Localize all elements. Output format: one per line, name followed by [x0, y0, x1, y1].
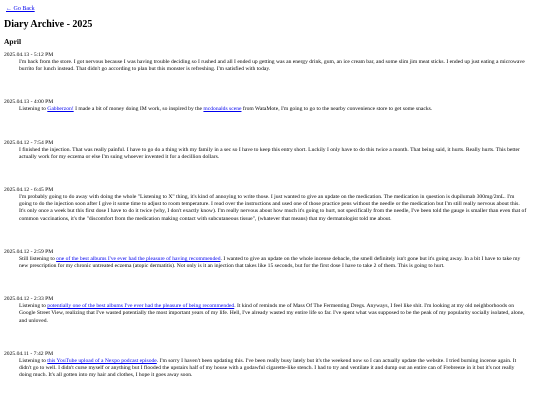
entry-text: Listening to [19, 303, 48, 310]
entry-timestamp: 2025.04.12 - 6:45 PM [4, 187, 54, 194]
song-link[interactable]: Gabberzon! [47, 106, 74, 113]
diary-entry [4, 187, 535, 223]
entry-text: Listening to [19, 357, 48, 364]
entry-text: I finished the injection. That was really painful. I have to go do a thing with my family in a sec so I have to keep this entry short. Luckily I only have to do this twice a month. That being said, it hurts. Really hurts. This better actually work for my eczema or else I'm suing whoever invented it for a decillion dollars. [19, 146, 520, 160]
entry-timestamp: 2025.04.13 - 5:12 PM [4, 52, 54, 58]
diary-entry [4, 140, 535, 161]
entry-text: I made a bit of money doing IM work, so inspired by the [73, 106, 204, 113]
entry-text: . It kind of reminds me of Mass Of The Fermenting Dregs. Anyways, I feel like shit. I'm looking at my old neighborhoods on Google Street View, realizing that I've wasted potentially the most important years of my life. Hell, I've already wasted my entire life so far. I've spent what was supposed to be the peak of my popularity socially isolated, alone, and unloved. [19, 303, 525, 324]
entry-text: Still listening to [19, 255, 57, 262]
entry-body [19, 358, 527, 380]
entry-text: I'm probably going to do away with doing the whole "Listening to X" thing, it's kind of annoying to write those. I just wanted to give an update on the medication. The medication in question is dupilumab 300mg/2mL. I'm going to do the injection soon after I give it some time to adjust to room temperature. I read over the instructions and used one of those practice pens without the needle or the medication but I'm still really nervous about this. It's only once a week but this first dose I have to do it twice (why, I don't exactly know). I'm really nervous about how much it's going to hurt, not specifically from the needle, I've been told the gauge is smaller than even that of common vaccinations, it's the "discomfort from the medication making contact with subcutaneous tissue", (whatever that means) that my dermatologist told me about. [19, 194, 527, 222]
entry-body [19, 147, 527, 161]
entry-timestamp: 2025.04.13 - 4:00 PM [4, 99, 54, 106]
podcast-link[interactable]: this YouTube upload of a Nexpo podcast episode [47, 357, 157, 364]
entry-timestamp: 2025.04.12 - 7:54 PM [4, 139, 54, 146]
album-link[interactable]: one of the best albums I've ever had the pleasure of having recommended [56, 255, 221, 262]
entry-timestamp: 2025.04.11 - 7:42 PM [4, 350, 54, 357]
page-title: Diary Archive - 2025 [4, 19, 93, 30]
diary-entry [4, 296, 535, 325]
entry-text: from WataMote, I'm going to go to the nearby convenience store to get some snacks. [241, 106, 433, 113]
entry-body [19, 59, 527, 73]
entry-text: . I wanted to give an update on the whole incense debacle, the smell definitely isn't gone but it's going away. In a bit I have to take my new prescription for my chronic untreated eczema (atopic dermatitis). Not only is it an injection that takes like 15 seconds, but for the first dose I have to take 2 of them. This is going to hurt. [19, 255, 521, 270]
entry-body [19, 303, 527, 325]
entry-text: I'm back from the store. I got nervous because I was having trouble deciding so I rushed and all I ended up getting was an energy drink, gum, an ice cream bar, and some slim jim meat sticks. I ended up just eating a microwave burrito for lunch instead. That didn't go according to plan but this monster is refreshing. I'm satisfied with today. [19, 59, 525, 73]
diary-entry [4, 249, 535, 270]
diary-entry [4, 52, 535, 73]
entry-timestamp: 2025.04.12 - 2:33 PM [4, 296, 54, 303]
go-back-link[interactable]: ← Go Back [6, 6, 35, 12]
diary-entry [4, 99, 535, 113]
entry-body [19, 106, 527, 113]
entry-text: . I'm sorry I haven't been updating this. I've been really busy lately but it's the weekend now so I can actually update the website. I tried burning incense again. It didn't go to well. I didn't curse myself or anything but I flooded the upstairs half of my house with a godawful cigarette-like stench. I had to try and ventilate it and dump out an entire can of Frebreeze in it but it's not really doing much. It's all gotten into my hair and clothes, I hope it goes away soon. [19, 357, 517, 379]
month-heading: April [4, 37, 22, 46]
entry-body [19, 194, 527, 223]
video-link[interactable]: mcdonalds scene [203, 106, 242, 113]
entry-body [19, 256, 527, 270]
entry-timestamp: 2025.04.12 - 2:59 PM [4, 248, 54, 255]
entry-text: Listening to [19, 106, 48, 113]
album-link[interactable]: potentially one of the best albums I've ever had the pleasure of being recommended [47, 303, 235, 310]
diary-entry [4, 351, 535, 380]
